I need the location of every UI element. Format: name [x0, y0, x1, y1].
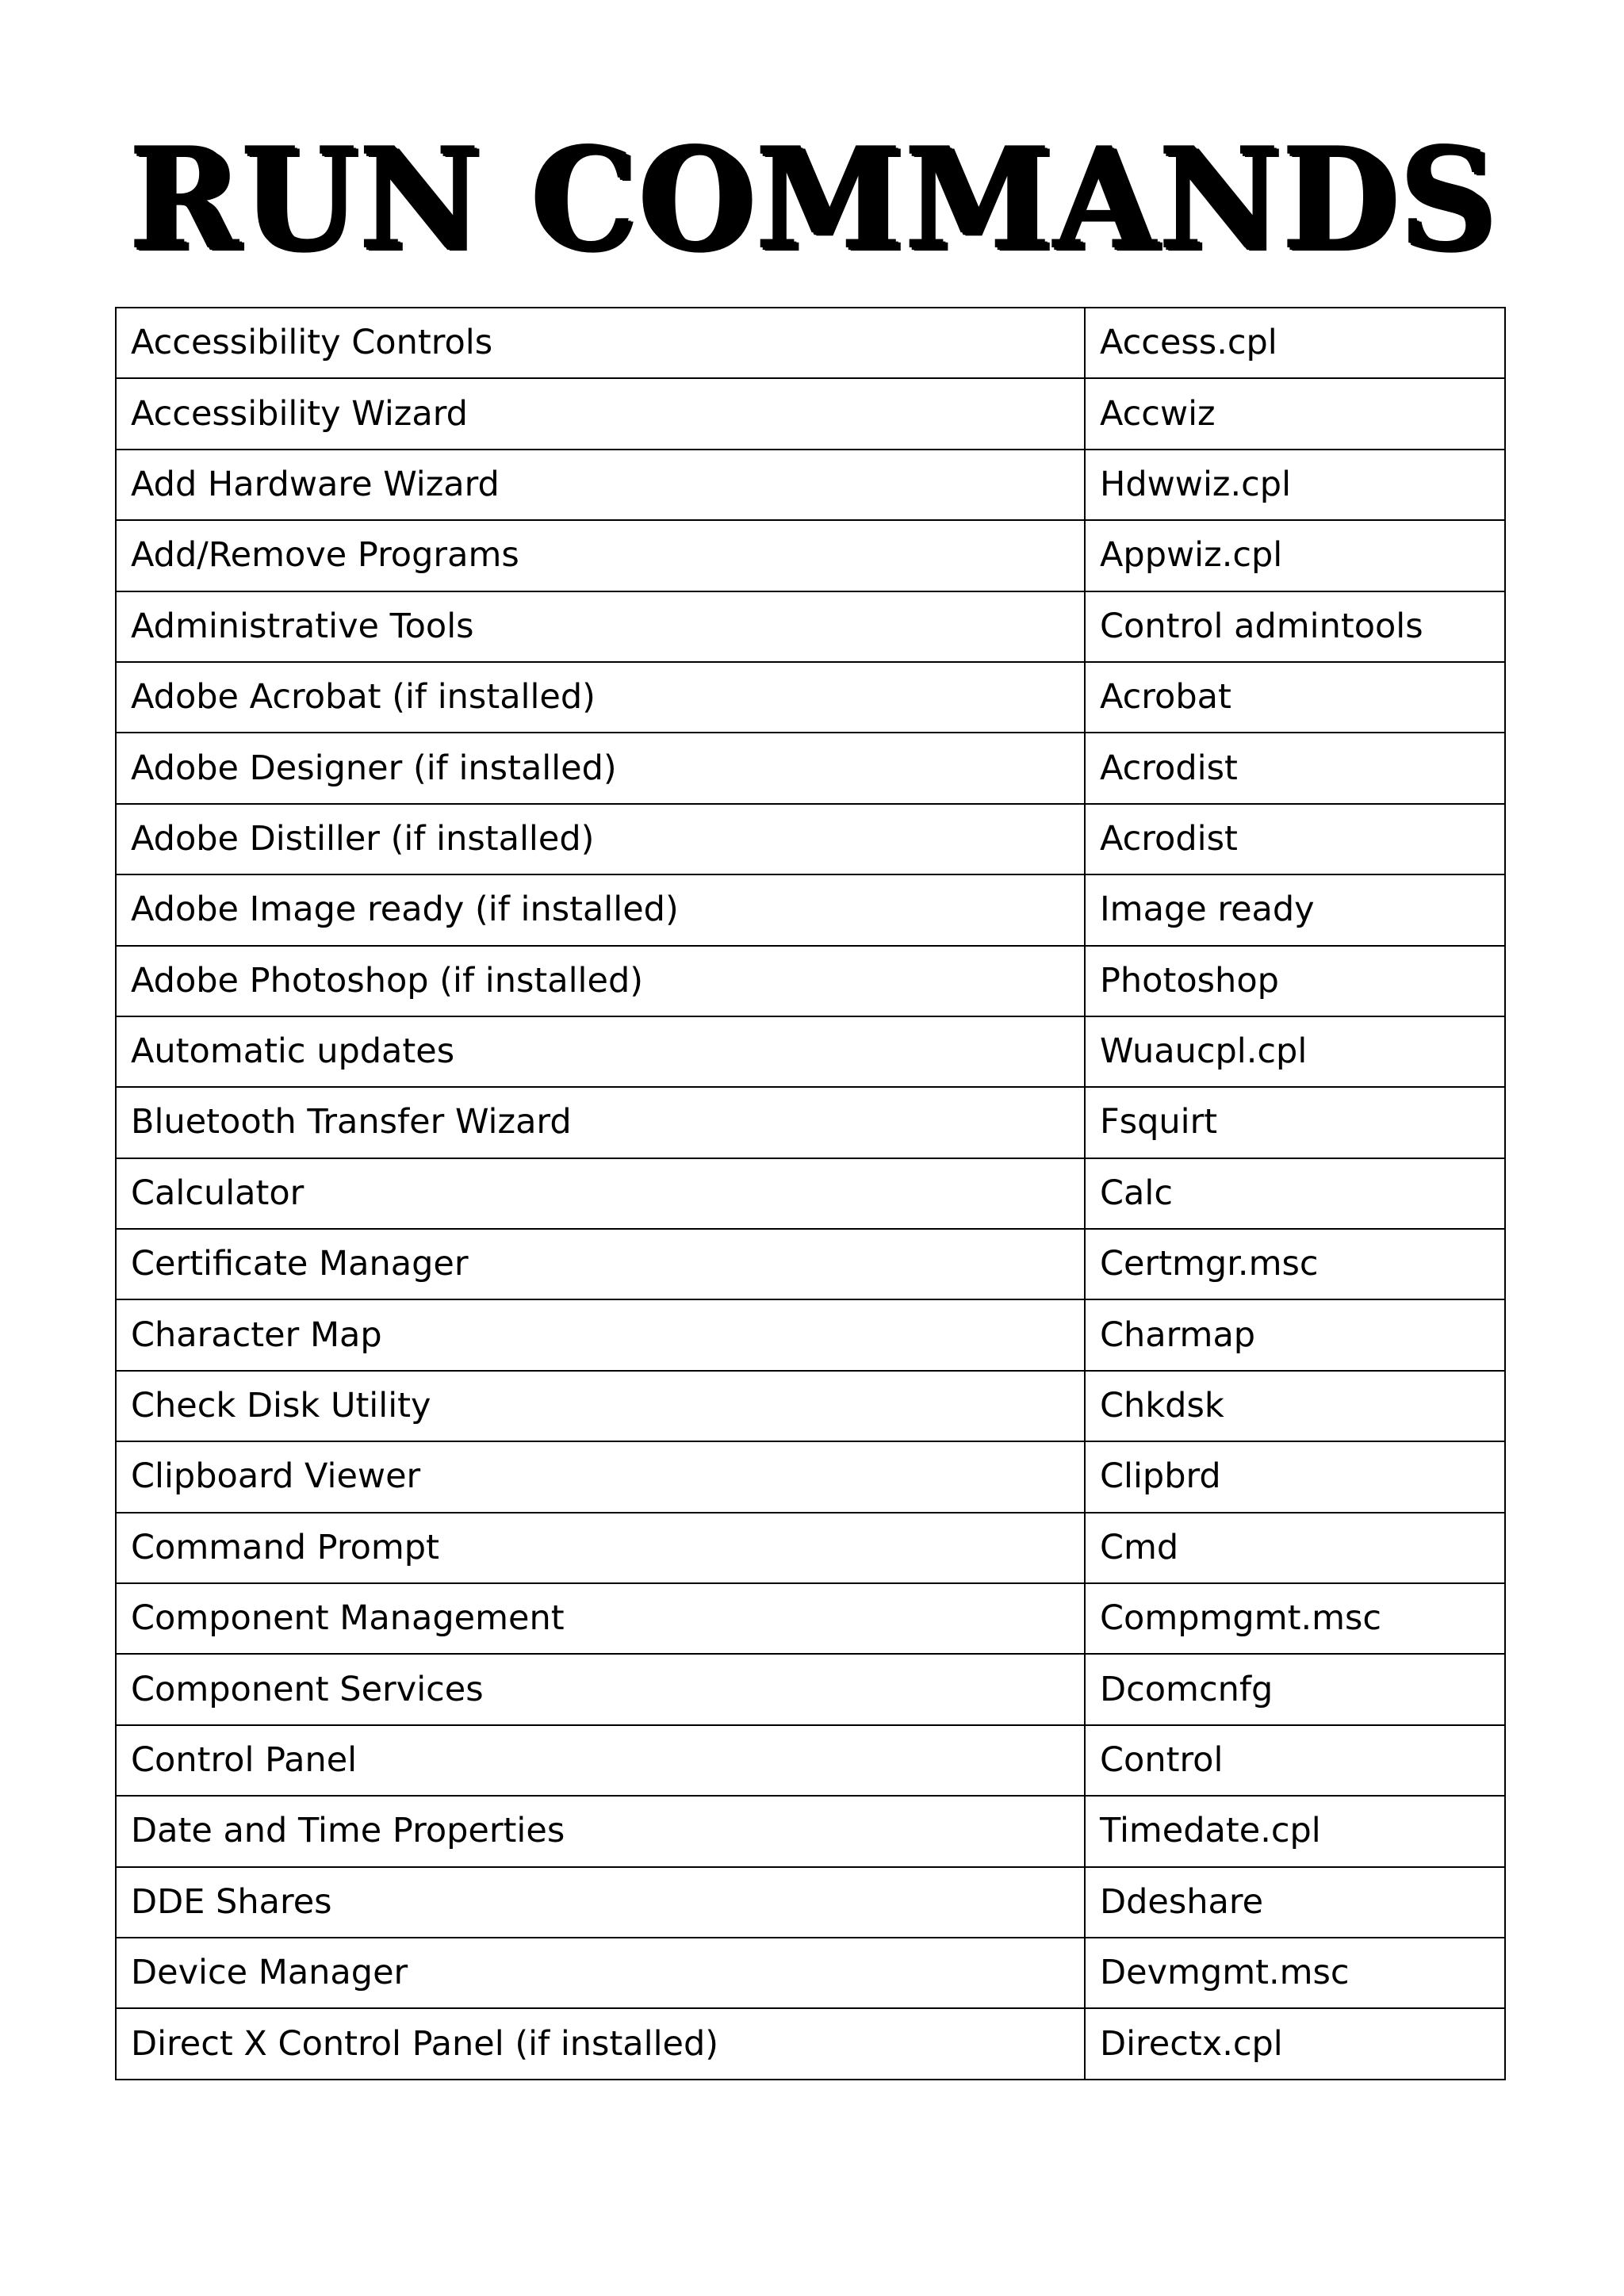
program-name-cell: DDE Shares	[116, 1867, 1085, 1938]
program-name-cell: Adobe Acrobat (if installed)	[116, 662, 1085, 733]
program-name-cell: Clipboard Viewer	[116, 1441, 1085, 1512]
program-name-cell: Direct X Control Panel (if installed)	[116, 2008, 1085, 2079]
program-name-cell: Command Prompt	[116, 1513, 1085, 1583]
run-command-cell: Cmd	[1085, 1513, 1505, 1583]
program-name-cell: Component Services	[116, 1654, 1085, 1724]
table-row	[116, 1158, 1505, 1229]
program-name-cell: Adobe Distiller (if installed)	[116, 804, 1085, 874]
run-command-cell: Timedate.cpl	[1085, 1796, 1505, 1866]
table-row	[116, 520, 1505, 591]
run-command-cell: Image ready	[1085, 874, 1505, 945]
program-name-cell: Administrative Tools	[116, 591, 1085, 662]
table-row	[116, 1441, 1505, 1512]
table-row	[116, 378, 1505, 449]
table-body	[116, 308, 1505, 2080]
run-command-cell: Calc	[1085, 1158, 1505, 1229]
run-command-cell: Acrodist	[1085, 733, 1505, 803]
run-command-cell: Charmap	[1085, 1299, 1505, 1370]
program-name-cell: Accessibility Wizard	[116, 378, 1085, 449]
table-row	[116, 1654, 1505, 1724]
run-command-cell: Appwiz.cpl	[1085, 520, 1505, 591]
table-row	[116, 1371, 1505, 1441]
table-row	[116, 450, 1505, 520]
run-command-cell: Compmgmt.msc	[1085, 1583, 1505, 1654]
page-title: RUN COMMANDS	[128, 116, 1496, 281]
program-name-cell: Bluetooth Transfer Wizard	[116, 1087, 1085, 1158]
table-row	[116, 591, 1505, 662]
program-name-cell: Adobe Photoshop (if installed)	[116, 946, 1085, 1016]
table-row	[116, 946, 1505, 1016]
program-name-cell: Control Panel	[116, 1725, 1085, 1796]
run-command-cell: Acrobat	[1085, 662, 1505, 733]
table-row	[116, 1796, 1505, 1866]
table-row	[116, 1513, 1505, 1583]
run-command-cell: Acrodist	[1085, 804, 1505, 874]
table-row	[116, 874, 1505, 945]
table-row	[116, 1583, 1505, 1654]
run-command-cell: Access.cpl	[1085, 308, 1505, 378]
table-row	[116, 733, 1505, 803]
table-row	[116, 662, 1505, 733]
program-name-cell: Adobe Image ready (if installed)	[116, 874, 1085, 945]
program-name-cell: Add Hardware Wizard	[116, 450, 1085, 520]
run-command-cell: Clipbrd	[1085, 1441, 1505, 1512]
run-command-cell: Wuaucpl.cpl	[1085, 1016, 1505, 1087]
table-row	[116, 1299, 1505, 1370]
program-name-cell: Component Management	[116, 1583, 1085, 1654]
run-command-cell: Directx.cpl	[1085, 2008, 1505, 2079]
run-command-cell: Ddeshare	[1085, 1867, 1505, 1938]
table-row	[116, 1938, 1505, 2008]
run-command-cell: Dcomcnfg	[1085, 1654, 1505, 1724]
run-command-cell: Hdwwiz.cpl	[1085, 450, 1505, 520]
program-name-cell: Calculator	[116, 1158, 1085, 1229]
run-command-cell: Fsquirt	[1085, 1087, 1505, 1158]
run-command-cell: Accwiz	[1085, 378, 1505, 449]
table-row	[116, 804, 1505, 874]
program-name-cell: Date and Time Properties	[116, 1796, 1085, 1866]
run-command-cell: Control admintools	[1085, 591, 1505, 662]
table-row	[116, 1229, 1505, 1299]
program-name-cell: Add/Remove Programs	[116, 520, 1085, 591]
program-name-cell: Certificate Manager	[116, 1229, 1085, 1299]
run-command-cell: Certmgr.msc	[1085, 1229, 1505, 1299]
run-command-cell: Control	[1085, 1725, 1505, 1796]
table-row	[116, 1725, 1505, 1796]
run-commands-table	[115, 307, 1506, 2080]
program-name-cell: Device Manager	[116, 1938, 1085, 2008]
program-name-cell: Automatic updates	[116, 1016, 1085, 1087]
program-name-cell: Accessibility Controls	[116, 308, 1085, 378]
run-command-cell: Photoshop	[1085, 946, 1505, 1016]
program-name-cell: Check Disk Utility	[116, 1371, 1085, 1441]
program-name-cell: Adobe Designer (if installed)	[116, 733, 1085, 803]
table-row	[116, 308, 1505, 378]
table-row	[116, 1087, 1505, 1158]
run-command-cell: Chkdsk	[1085, 1371, 1505, 1441]
table-row	[116, 1016, 1505, 1087]
table-row	[116, 2008, 1505, 2079]
table-row	[116, 1867, 1505, 1938]
program-name-cell: Character Map	[116, 1299, 1085, 1370]
run-command-cell: Devmgmt.msc	[1085, 1938, 1505, 2008]
